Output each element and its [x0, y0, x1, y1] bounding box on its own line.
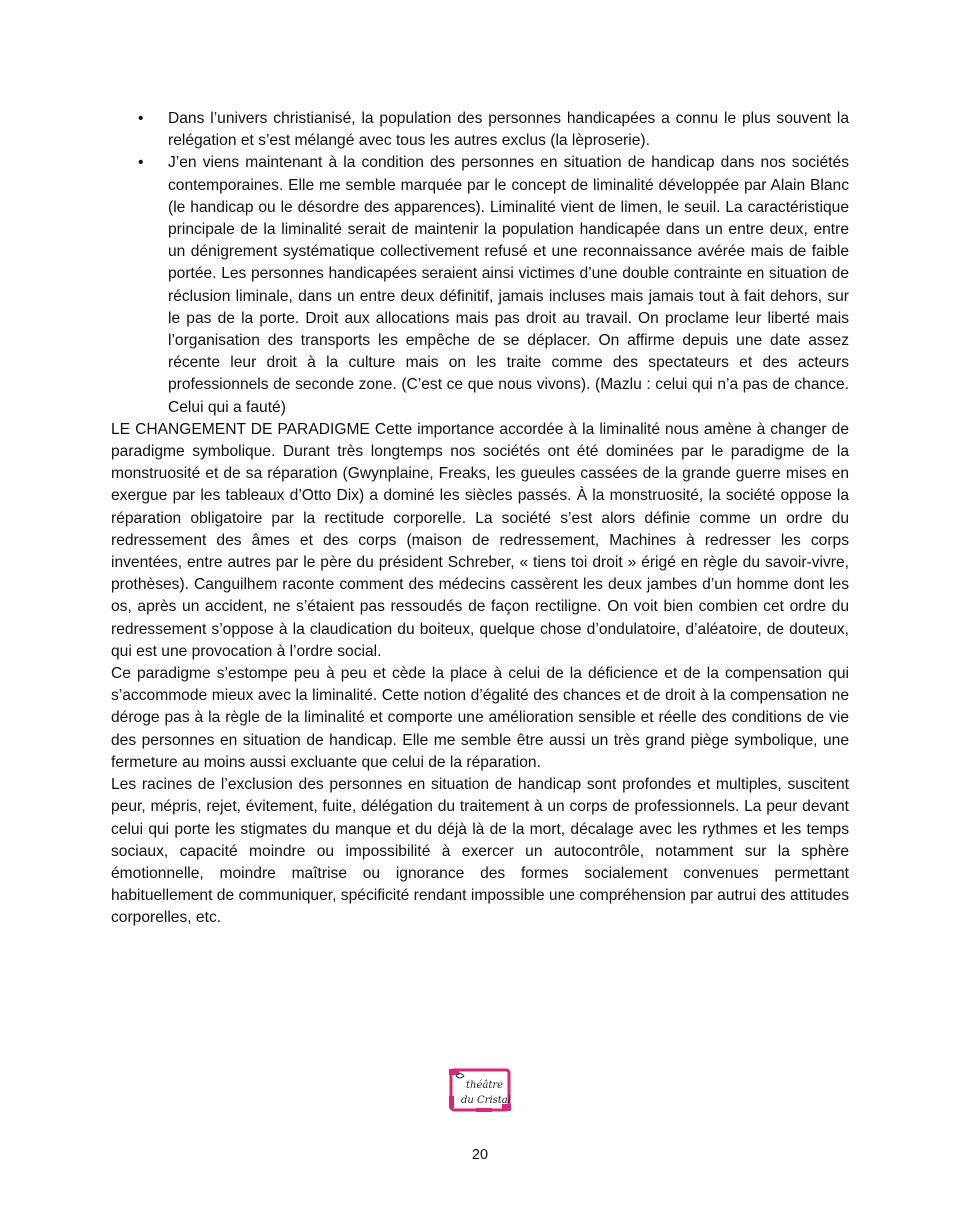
bullet-item	[111, 152, 849, 418]
theatre-du-cristal-logo	[446, 1066, 514, 1114]
bullet-text: J’en viens maintenant à la condition des personnes en situation de handicap dans nos sociétés contemporaines. Elle me semble marquée par le concept de liminalité développée par Alain Blanc (le handicap ou le désordre des apparences). Liminalité vient de limen, le seuil. La caractéristique principale de la liminalité serait de maintenir la population handicapée dans un entre deux, entre un dénigrement systématique collectivement refusé et une reconnaissance avérée mais de faible portée. Les personnes handicapées seraient ainsi victimes d’une double contrainte en situation de réclusion liminale, dans un entre deux définitif, jamais incluses mais jamais tout à fait dehors, sur le pas de la porte. Droit aux allocations mais pas droit au travail. On proclame leur liberté mais l’organisation des transports les empêche de se déplacer. On affirme depuis une date assez récente leur droit à la culture mais on les traite comme des spectateurs et des acteurs professionnels de seconde zone. (C’est ce que nous vivons). (Mazlu : celui qui n’a pas de chance. Celui qui a fauté)	[168, 154, 849, 416]
logo-text-line2: du Cristal	[461, 1095, 511, 1106]
page-number: 20	[471, 1147, 489, 1163]
bullet-text: Dans l’univers christianisé, la population des personnes handicapées a connu le plus souvent la relégation et s’est mélangé avec tous les autres exclus (la lèproserie).	[168, 110, 849, 150]
bullet-list	[111, 108, 849, 419]
paragraph-deficiency-compensation: Ce paradigme s’estompe peu à peu et cède la place à celui de la déficience et de la compensation qui s’accommode mieux avec la liminalité. Cette notion d’égalité des chances et de droit à la compensation ne déroge pas à la règle de la liminalité et comporte une amélioration sensible et réelle des conditions de vie des personnes en situation de handicap. Elle me semble être aussi un très grand piège symbolique, une fermeture au moins aussi excluante que celui de la réparation.	[111, 665, 849, 771]
paragraph-exclusion-roots: Les racines de l’exclusion des personnes en situation de handicap sont profondes et multiples, suscitent peur, mépris, rejet, évitement, fuite, délégation du traitement à un corps de professionnels. La peur devant celui qui porte les stigmates du manque et du déjà là de la mort, décalage avec les rythmes et les temps sociaux, capacité moindre ou impossibilité à exercer un autocontrôle, notamment sur la sphère émotionnelle, moindre maîtrise ou ignorance des formes socialement convenues permettant habituellement de communiquer, spécificité rendant impossible une compréhension par autrui des attitudes corporelles, etc.	[111, 776, 849, 927]
document-page	[111, 108, 849, 930]
bullet-item	[111, 108, 849, 152]
logo-text-line1: théâtre	[466, 1080, 504, 1091]
bullet-icon: •	[138, 154, 144, 172]
bullet-icon: •	[138, 110, 144, 127]
paragraph-paradigm-change: LE CHANGEMENT DE PARADIGME Cette importance accordée à la liminalité nous amène à changer de paradigme symbolique. Durant très longtemps nos sociétés ont été dominées par le paradigme de la monstruosité et de sa réparation (Gwynplaine, Freaks, les gueules cassées de la grande guerre mises en exergue par les tableaux d’Otto Dix) a dominé les siècles passés. À la monstruosité, la société oppose la réparation obligatoire par la rectitude corporelle. La société s’est alors définie comme un ordre du redressement des âmes et des corps (maison de redressement, Machines à redresser les corps inventées, entre autres par le père du président Schreber, « tiens toi droit » érigé en règle du savoir-vivre, prothèses). Canguilhem raconte comment des médecins cassèrent les deux jambes d’un homme dont les os, après un accident, ne s’étaient pas ressoudés de façon rectiligne. On voit bien combien cet ordre du redressement s’oppose à la claudication du boiteux, quelque chose d’ondulatoire, d’aléatoire, de douteux, qui est une provocation à l’ordre social.	[111, 420, 849, 660]
